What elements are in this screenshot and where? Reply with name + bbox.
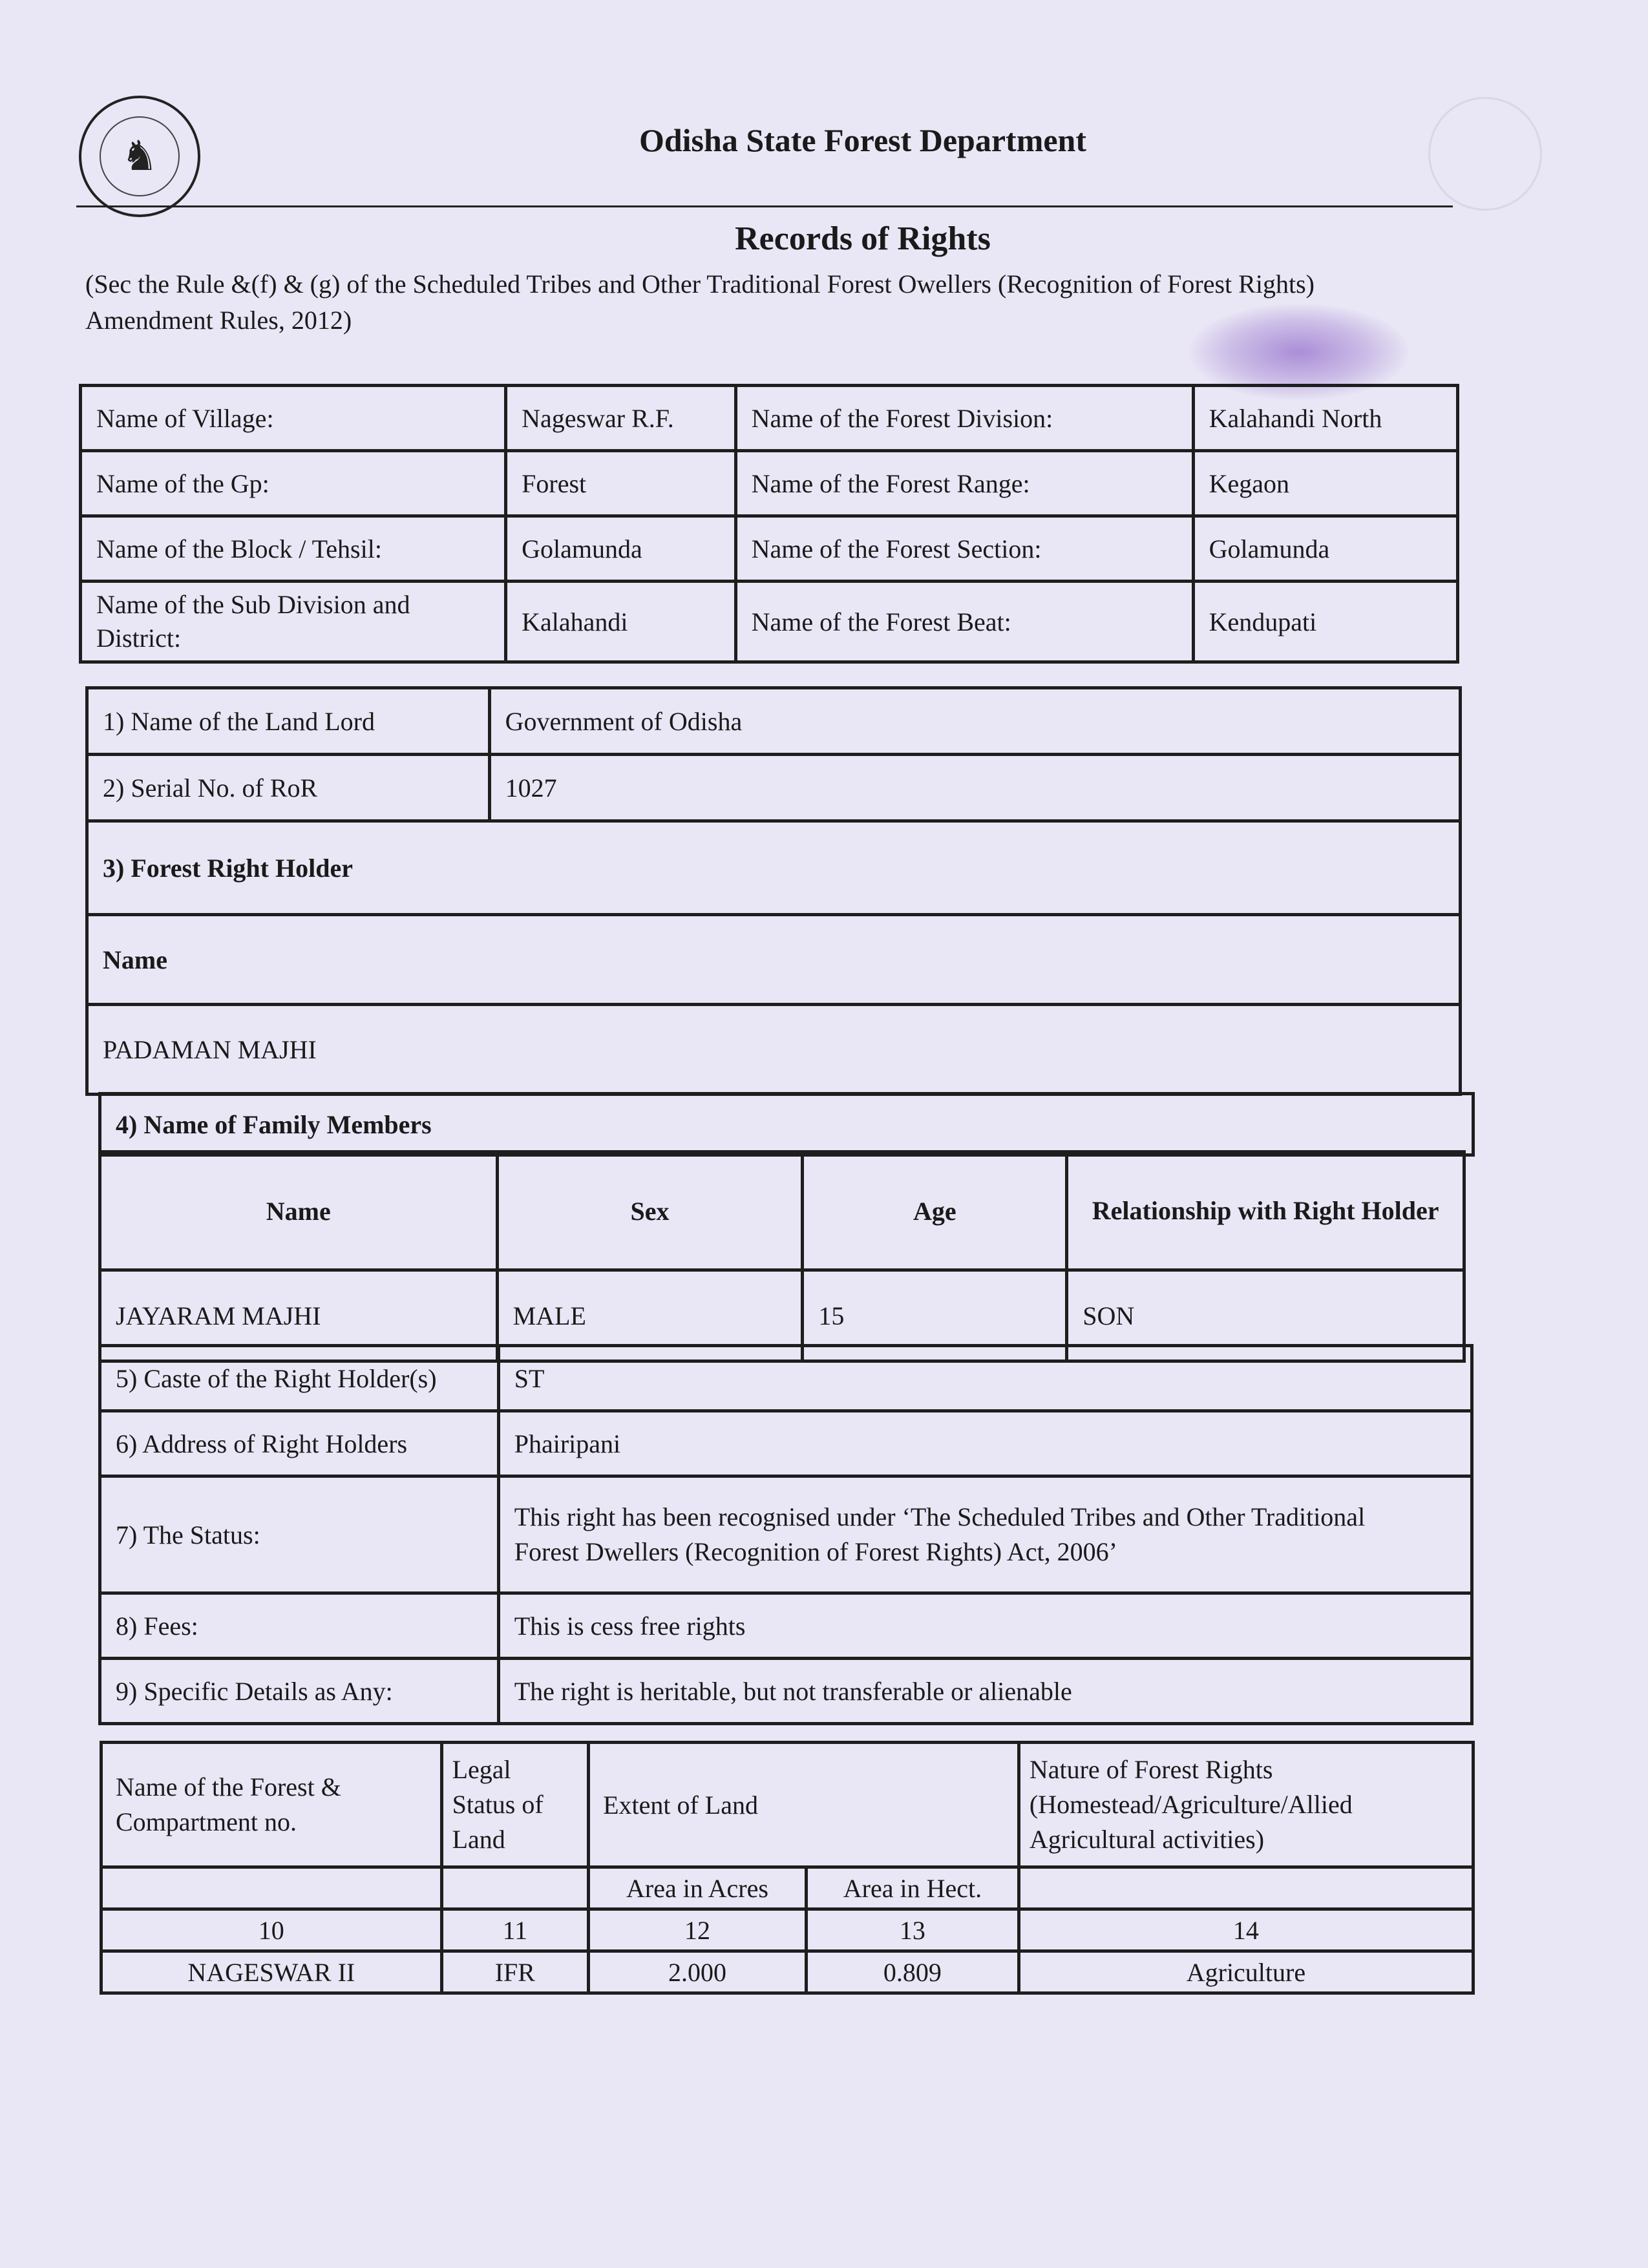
division-label: Name of the Forest Division: xyxy=(735,386,1193,451)
serial-label: 2) Serial No. of RoR xyxy=(87,755,490,821)
member-relationship: SON xyxy=(1067,1270,1464,1361)
land-header-legal: Legal Status of Land xyxy=(441,1743,588,1867)
family-heading: 4) Name of Family Members xyxy=(100,1094,1474,1155)
land-header-forest: Name of the Forest & Compartment no. xyxy=(101,1743,442,1867)
address-value: Phairipani xyxy=(498,1411,1472,1476)
name-heading: Name xyxy=(87,915,1461,1005)
table-row xyxy=(100,1476,1472,1593)
table-row xyxy=(87,821,1461,915)
table-row xyxy=(81,451,1458,516)
table-row xyxy=(101,1951,1474,1993)
table-row xyxy=(101,1909,1474,1951)
family-header-sex: Sex xyxy=(497,1152,803,1270)
landlord-value: Government of Odisha xyxy=(489,688,1460,755)
status-line-1: This right has been recognised under ‘The Scheduled Tribes and Other Traditional xyxy=(514,1502,1366,1531)
page-title: Records of Rights xyxy=(735,220,991,257)
land-subheader-empty xyxy=(1019,1867,1473,1909)
land-subheader-empty xyxy=(101,1867,442,1909)
member-name: JAYARAM MAJHI xyxy=(100,1270,498,1361)
specific-value: The right is heritable, but not transferable or alienable xyxy=(498,1659,1472,1724)
address-label: 6) Address of Right Holders xyxy=(100,1411,499,1476)
table-row xyxy=(100,1593,1472,1659)
col-number-13: 13 xyxy=(806,1909,1019,1951)
col-number-11: 11 xyxy=(441,1909,588,1951)
table-row xyxy=(87,688,1461,755)
land-table xyxy=(100,1741,1475,1995)
subdivision-label: Name of the Sub Division and District: xyxy=(81,582,506,662)
fees-label: 8) Fees: xyxy=(100,1593,499,1659)
table-subheader-row xyxy=(101,1867,1474,1909)
family-header-name: Name xyxy=(100,1152,498,1270)
right-holder-table xyxy=(85,686,1462,1096)
land-header-extent: Extent of Land xyxy=(589,1743,1019,1867)
table-row xyxy=(100,1094,1474,1155)
range-value: Kegaon xyxy=(1193,451,1457,516)
section-value: Golamunda xyxy=(1193,516,1457,582)
family-header-age: Age xyxy=(803,1152,1067,1270)
table-row xyxy=(81,582,1458,662)
gp-label: Name of the Gp: xyxy=(81,451,506,516)
holder-heading: 3) Forest Right Holder xyxy=(87,821,1461,915)
table-row xyxy=(100,1659,1472,1724)
gp-value: Forest xyxy=(506,451,736,516)
fees-value: This is cess free rights xyxy=(498,1593,1472,1659)
member-age: 15 xyxy=(803,1270,1067,1361)
beat-value: Kendupati xyxy=(1193,582,1457,662)
rule-reference: (Sec the Rule &(f) & (g) of the Scheduled Tribes and Other Traditional Forest Owellers (Recognition of Forest Rights) Amendment Rules, 2012) xyxy=(85,269,1315,335)
header-divider xyxy=(76,205,1453,207)
table-row xyxy=(87,915,1461,1005)
land-header-acres: Area in Acres xyxy=(589,1867,807,1909)
table-row xyxy=(81,516,1458,582)
range-label: Name of the Forest Range: xyxy=(735,451,1193,516)
section-label: Name of the Forest Section: xyxy=(735,516,1193,582)
table-row xyxy=(81,386,1458,451)
serial-value: 1027 xyxy=(489,755,1460,821)
status-value xyxy=(498,1476,1472,1593)
land-subheader-empty xyxy=(441,1867,588,1909)
land-forest: NAGESWAR II xyxy=(101,1951,442,1993)
table-row xyxy=(100,1346,1472,1411)
member-sex: MALE xyxy=(497,1270,803,1361)
land-legal: IFR xyxy=(441,1951,588,1993)
location-table xyxy=(79,384,1459,664)
details-table xyxy=(98,1344,1474,1725)
subdivision-value: Kalahandi xyxy=(506,582,736,662)
table-row xyxy=(100,1411,1472,1476)
land-nature: Agriculture xyxy=(1019,1951,1473,1993)
family-header-relationship: Relationship with Right Holder xyxy=(1067,1152,1464,1270)
block-value: Golamunda xyxy=(506,516,736,582)
col-number-10: 10 xyxy=(101,1909,442,1951)
table-header-row xyxy=(100,1152,1464,1270)
beat-label: Name of the Forest Beat: xyxy=(735,582,1193,662)
village-label: Name of Village: xyxy=(81,386,506,451)
division-value: Kalahandi North xyxy=(1193,386,1457,451)
holder-name: PADAMAN MAJHI xyxy=(87,1005,1461,1095)
col-number-14: 14 xyxy=(1019,1909,1473,1951)
caste-label: 5) Caste of the Right Holder(s) xyxy=(100,1346,499,1411)
table-header-row xyxy=(101,1743,1474,1867)
table-row xyxy=(87,1005,1461,1095)
table-row xyxy=(87,755,1461,821)
lion-capital-icon: ♞ xyxy=(100,116,180,196)
land-header-hect: Area in Hect. xyxy=(806,1867,1019,1909)
family-table xyxy=(98,1150,1466,1363)
land-hect: 0.809 xyxy=(806,1951,1019,1993)
status-line-2: Forest Dwellers (Recognition of Forest Rights) Act, 2006’ xyxy=(514,1537,1117,1566)
col-number-12: 12 xyxy=(589,1909,807,1951)
village-value: Nageswar R.F. xyxy=(506,386,736,451)
status-label: 7) The Status: xyxy=(100,1476,499,1593)
land-header-nature: Nature of Forest Rights (Homestead/Agriculture/Allied Agricultural activities) xyxy=(1019,1743,1473,1867)
block-label: Name of the Block / Tehsil: xyxy=(81,516,506,582)
department-name: Odisha State Forest Department xyxy=(639,122,1087,158)
specific-label: 9) Specific Details as Any: xyxy=(100,1659,499,1724)
caste-value: ST xyxy=(498,1346,1472,1411)
land-acres: 2.000 xyxy=(589,1951,807,1993)
landlord-label: 1) Name of the Land Lord xyxy=(87,688,490,755)
family-heading-table xyxy=(98,1092,1475,1157)
